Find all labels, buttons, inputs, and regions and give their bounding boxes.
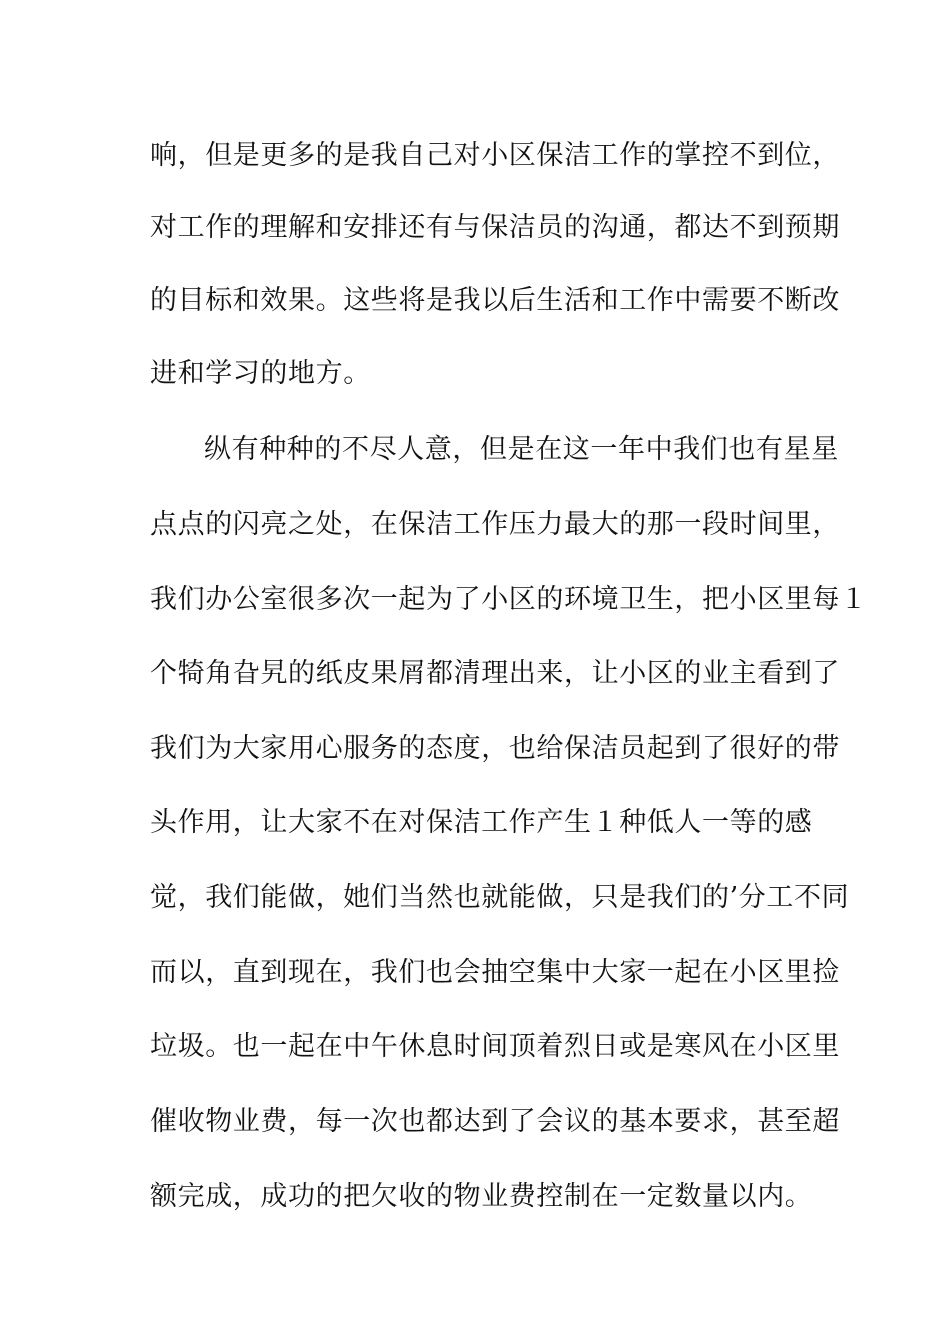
paragraph-2-line-8: 而以，直到现在，我们也会抽空集中大家一起在小区里捡 bbox=[150, 957, 840, 988]
paragraph-2-line-6: 头作用，让大家不在对保洁工作产生１种低人一等的感 bbox=[150, 807, 813, 838]
paragraph-2-line-2: 点点的闪亮之处，在保洁工作压力最大的那一段时间里， bbox=[150, 509, 840, 540]
paragraph-2-line-11: 额完成，成功的把欠收的物业费控制在一定数量以内。 bbox=[150, 1181, 813, 1212]
paragraph-2-line-7: 觉，我们能做，她们当然也就能做，只是我们的’分工不同 bbox=[150, 882, 850, 913]
paragraph-2-line-10: 催收物业费，每一次也都达到了会议的基本要求，甚至超 bbox=[150, 1106, 840, 1137]
paragraph-2-line-1: 纵有种种的不尽人意，但是在这一年中我们也有星星 bbox=[204, 434, 839, 465]
paragraph-1-line-3: 的目标和效果。这些将是我以后生活和工作中需要不断改 bbox=[150, 285, 840, 316]
paragraph-2-line-4: 个犄角旮旯的纸皮果屑都清理出来，让小区的业主看到了 bbox=[150, 658, 840, 689]
paragraph-2-line-5: 我们为大家用心服务的态度，也给保洁员起到了很好的带 bbox=[150, 733, 840, 764]
paragraph-2-line-3: 我们办公室很多次一起为了小区的环境卫生，把小区里每１ bbox=[150, 584, 868, 615]
paragraph-2-line-9: 垃圾。也一起在中午休息时间顶着烈日或是寒风在小区里 bbox=[150, 1031, 840, 1062]
paragraph-1-line-1: 响，但是更多的是我自己对小区保洁工作的掌控不到位， bbox=[150, 140, 840, 171]
paragraph-1-line-2: 对工作的理解和安排还有与保洁员的沟通，都达不到预期 bbox=[150, 212, 840, 243]
paragraph-1-line-4: 进和学习的地方。 bbox=[150, 358, 371, 389]
